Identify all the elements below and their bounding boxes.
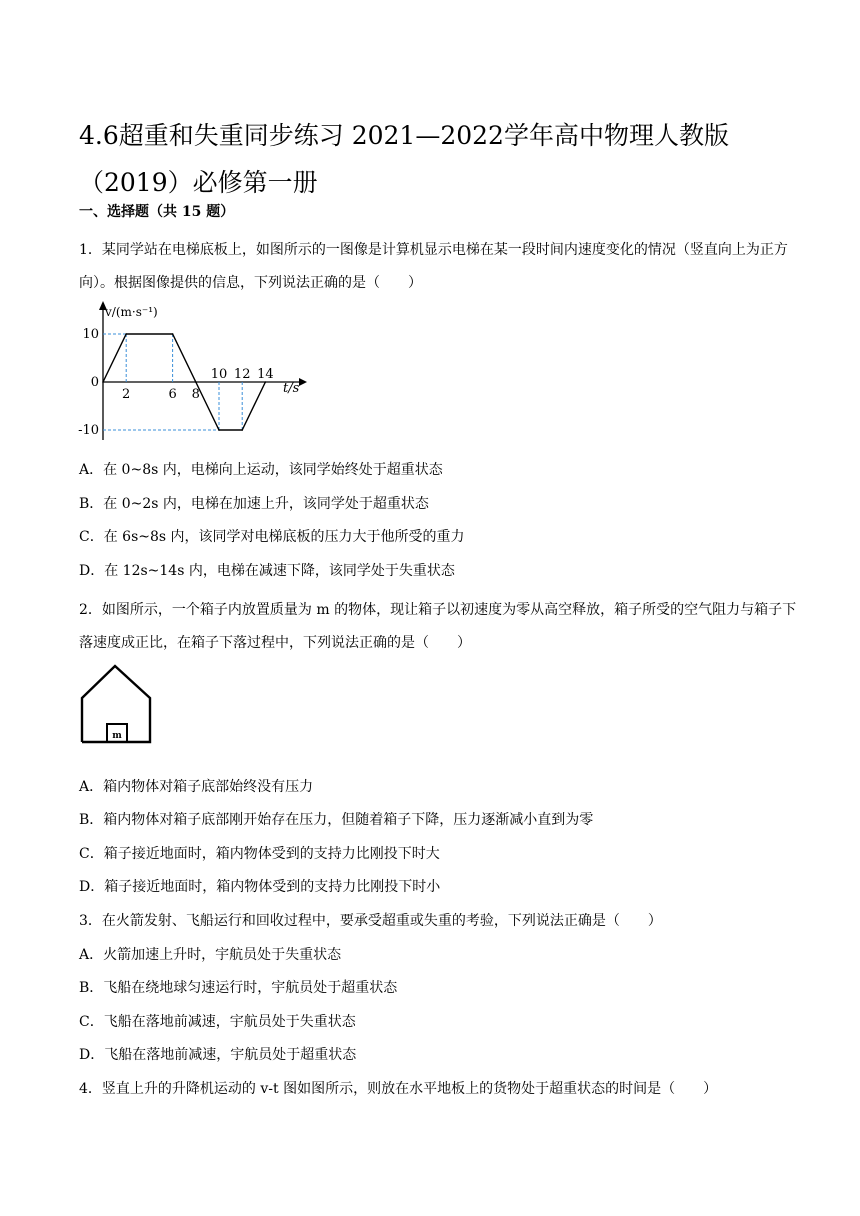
y-tick-label: 0 [90,375,99,390]
x-tick-label: 12 [233,367,251,382]
question-4-stem: 4．竖直上升的升降机运动的 v-t 图如图所示，则放在水平地板上的货物处于超重状态的时间是（ ） [79,1081,718,1097]
question-3-stem: 3．在火箭发射、飞船运行和回收过程中，要承受超重或失重的考验，下列说法正确是（ ） [79,913,662,929]
x-tick-label: 2 [122,387,131,402]
y-tick-label: 10 [82,327,99,342]
data-point [241,429,243,431]
q1-option-c: C．在 6s~8s 内，该同学对电梯底板的压力大于他所受的重力 [79,529,465,545]
q1-option-b: B．在 0~2s 内，电梯在加速上升，该同学处于超重状态 [79,496,429,512]
data-point [195,381,197,383]
data-point [172,333,174,335]
y-axis-label: v/(m·s⁻¹) [105,305,158,319]
x-tick-label: 6 [168,387,177,402]
q1-option-d: D．在 12s~14s 内，电梯在减速下降，该同学处于失重状态 [79,563,455,579]
question-2-stem: 2．如图所示，一个箱子内放置质量为 m 的物体，现让箱子以初速度为零从高空释放，箱子所受的空气阻力与箱子下落速度成正比，在箱子下落过程中，下列说法正确的是（ ） [79,602,797,651]
q3-option-d: D．飞船在落地前减速，宇航员处于超重状态 [79,1047,357,1063]
x-axis-arrow [299,378,307,386]
graph-axes [99,301,307,440]
x-tick-label: 10 [210,367,228,382]
page-title: 4.6超重和失重同步练习 2021—2022学年高中物理人教版（2019）必修第一册 [79,121,729,197]
data-point [125,333,127,335]
x-axis-label: t/s [283,381,300,396]
question-1-stem: 1．某同学站在电梯底板上，如图所示的一图像是计算机显示电梯在某一段时间内速度变化的情况（竖直向上为正方向）。根据图像提供的信息，下列说法正确的是（ ） [79,242,788,291]
q2-option-b: B．箱内物体对箱子底部刚开始存在压力，但随着箱子下降，压力逐渐减小直到为零 [79,812,594,828]
velocity-time-graph [78,298,316,440]
data-point [218,429,220,431]
q2-option-c: C．箱子接近地面时，箱内物体受到的支持力比刚投下时大 [79,846,440,862]
falling-box-figure [78,662,158,746]
x-tick-label: 8 [191,387,200,402]
section-heading: 一、选择题（共 15 题） [79,204,235,220]
q2-option-a: A．箱内物体对箱子底部始终没有压力 [79,779,314,795]
q3-option-b: B．飞船在绕地球匀速运行时，宇航员处于超重状态 [79,980,398,996]
data-point [102,381,104,383]
q3-option-c: C．飞船在落地前减速，宇航员处于失重状态 [79,1014,356,1030]
mass-label: m [112,731,122,741]
x-tick-labels [122,367,274,402]
q1-option-a: A．在 0~8s 内，电梯向上运动，该同学始终处于超重状态 [79,462,443,478]
y-tick-label: -10 [78,423,99,438]
y-tick-labels [78,327,99,438]
x-tick-label: 14 [257,367,274,382]
q3-option-a: A．火箭加速上升时，宇航员处于失重状态 [79,947,342,963]
q2-option-d: D．箱子接近地面时，箱内物体受到的支持力比刚投下时小 [79,879,441,895]
